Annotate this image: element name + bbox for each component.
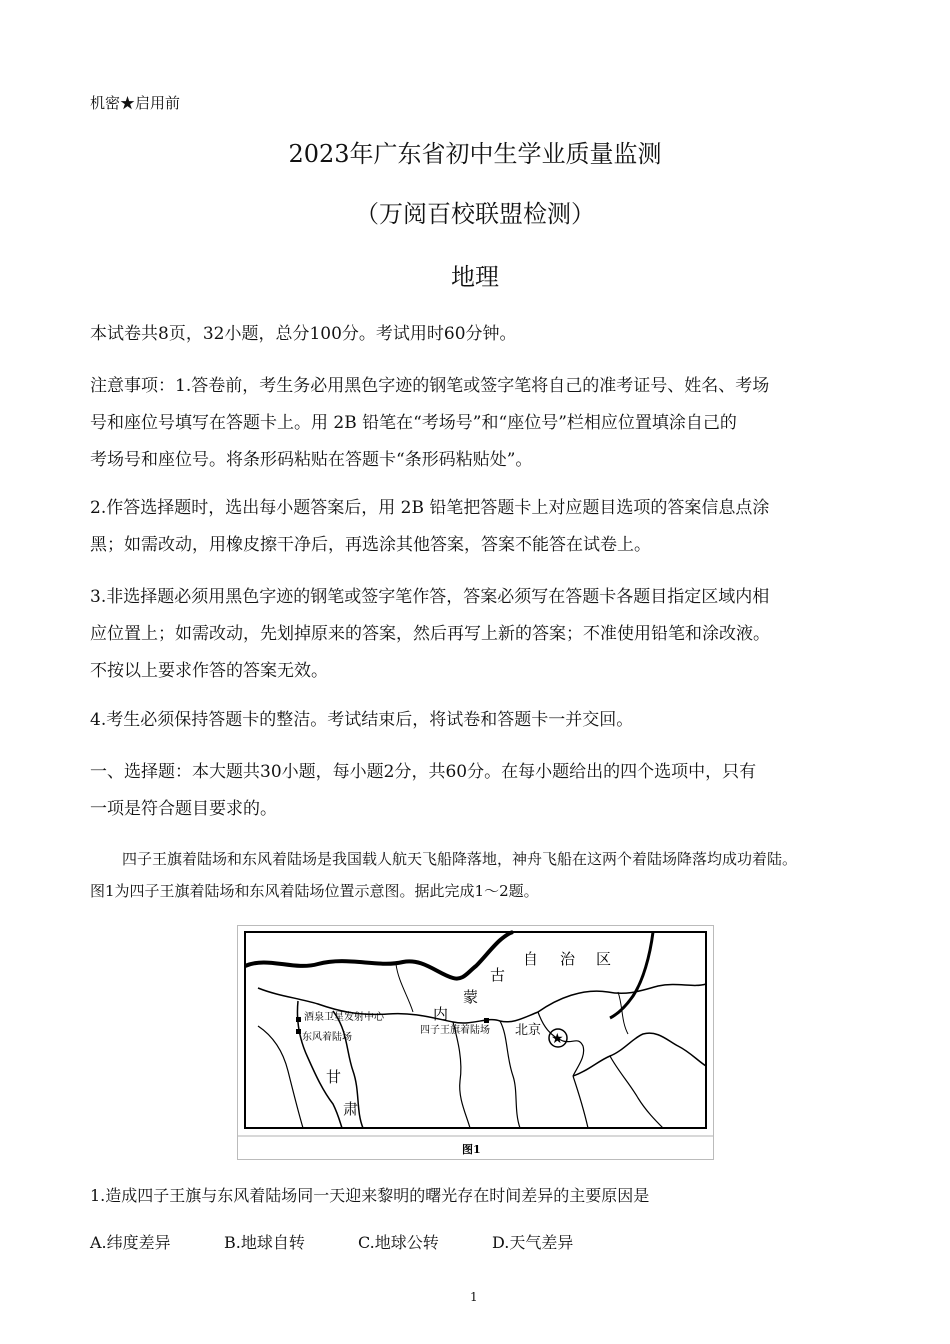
map-label-qu: 区 — [596, 950, 612, 968]
map-label-siziwang: 四子王旗着陆场 — [420, 1025, 490, 1036]
national-border-line — [245, 932, 513, 979]
map-label-dongfeng: 东风着陆场 — [302, 1032, 352, 1043]
figure-1-map — [237, 925, 714, 1160]
subject-title: 地理 — [451, 263, 499, 291]
map-label-su: 肃 — [343, 1100, 359, 1118]
question-1-stem: 1.造成四子王旗与东风着陆场同一天迎来黎明的曙光存在时间差异的主要原因是 — [90, 1186, 650, 1205]
map-label-nei: 内 — [433, 1005, 449, 1023]
jiuquan-marker — [296, 1017, 301, 1022]
question-1-option-d: D.天气差异 — [492, 1233, 574, 1252]
note-1: 注意事项：1.答卷前，考生务必用黑色字迹的钢笔或签字笔将自己的准考证号、姓名、考场 号和座位号填写在答题卡上。用 2B 铅笔在“考场号”和“座位号”栏相应位置填涂自己的 考场号和座位号。将条形码粘贴在答题卡“条形码粘贴处”。 — [90, 376, 770, 470]
question-1-option-c: C.地球公转 — [358, 1233, 439, 1252]
map-label-jiuquan: 酒泉卫星发射中心 — [304, 1012, 384, 1023]
question-context: 四子王旗着陆场和东风着陆场是我国载人航天飞船降落地，神舟飞船在这两个着陆场降落均成功着陆。 图1为四子王旗着陆场和东风着陆场位置示意图。据此完成1～2题。 — [90, 850, 798, 900]
confidential-mark: 机密★启用前 — [90, 94, 181, 112]
map-label-zhi: 治 — [560, 950, 576, 968]
map-label-gu: 古 — [490, 966, 506, 984]
svg-text:★: ★ — [551, 1031, 564, 1047]
note-4: 4.考生必须保持答题卡的整洁。考试结束后，将试卷和答题卡一并交回。 — [90, 710, 634, 730]
map-label-meng: 蒙 — [463, 988, 479, 1006]
map-label-beijing: 北京 — [515, 1023, 542, 1038]
section-heading: 一、选择题：本大题共30小题，每小题2分，共60分。在每小题给出的四个选项中，只有 一项是符合题目要求的。 — [90, 762, 757, 819]
dongfeng-marker — [296, 1029, 301, 1034]
map-label-zi: 自 — [523, 950, 539, 968]
exam-subtitle: （万阅百校联盟检测） — [355, 200, 595, 228]
exam-title: 2023年广东省初中生学业质量监测 — [288, 140, 662, 168]
question-1-option-b: B.地球自转 — [224, 1233, 305, 1252]
map-label-gan: 甘 — [326, 1068, 342, 1086]
exam-intro: 本试卷共8页，32小题，总分100分。考试用时60分钟。 — [90, 324, 517, 344]
figure-caption: 图1 — [462, 1143, 481, 1156]
note-3: 3.非选择题必须用黑色字迹的钢笔或签字笔作答，答案必须写在答题卡各题目指定区域内相 应位置上；如需改动，先划掉原来的答案，然后再写上新的答案；不准使用铅笔和涂改液。 不按以上要求作答的答案无效。 — [90, 587, 770, 681]
question-1-option-a: A.纬度差异 — [90, 1233, 171, 1252]
note-2: 2.作答选择题时，选出每小题答案后，用 2B 铅笔把答题卡上对应题目选项的答案信息点涂 黑；如需改动，用橡皮擦干净后，再选涂其他答案，答案不能答在试卷上。 — [90, 498, 770, 555]
page-number: 1 — [470, 1290, 478, 1304]
